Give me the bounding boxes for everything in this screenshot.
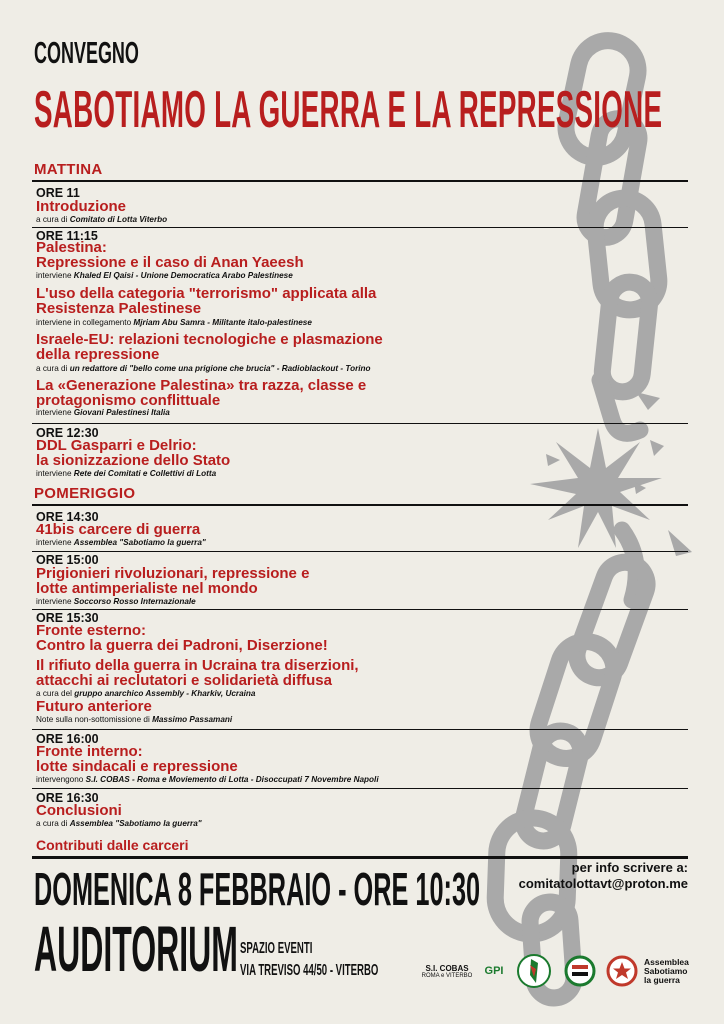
info-label: per info scrivere a:	[571, 860, 688, 875]
kicker: CONVEGNO	[34, 35, 139, 70]
time-label: ORE 15:30	[36, 611, 99, 625]
talk-credit: interviene Giovani Palestinesi Italia	[36, 408, 170, 417]
talk-title: la sionizzazione dello Stato	[36, 452, 231, 469]
talk-title: L'uso della categoria "terrorismo" applicata alla	[36, 285, 377, 302]
talk-title: Introduzione	[36, 198, 126, 215]
venue: AUDITORIUM	[34, 913, 238, 985]
talk-credit: interviene Khaled El Qaisi - Unione Democratica Arabo Palestinese	[36, 271, 293, 280]
talk-title: Repressione e il caso di Anan Yaeesh	[36, 254, 304, 271]
assemblea-logo: Assemblea Sabotiamo la guerra	[644, 956, 689, 985]
time-label: ORE 14:30	[36, 510, 99, 524]
antifa-logo-green	[562, 953, 598, 989]
talk-credit: interviene Assemblea "Sabotiamo la guerra"	[36, 538, 206, 547]
talk-title: Fronte esterno:	[36, 622, 147, 639]
time-label: ORE 16:30	[36, 791, 99, 805]
talk-credit: Note sulla non-sottomissione di Massimo Passamani	[36, 715, 233, 724]
talk-title: protagonismo conflittuale	[36, 392, 221, 409]
talk-credit: a cura del gruppo anarchico Assembly - Kharkiv, Ucraina	[36, 689, 256, 698]
address-line2: VIA TREVISO 44/50 - VITERBO	[240, 962, 379, 979]
talk-title: 41bis carcere di guerra	[36, 521, 201, 538]
talk-credit: a cura di un redattore di "bello come una prigione che brucia" - Radioblackout - Torino	[36, 364, 371, 373]
time-label: ORE 11:15	[36, 229, 98, 243]
section-morning-label: MATTINA	[34, 161, 103, 178]
talk-title: Contro la guerra dei Padroni, Diserzione!	[36, 637, 328, 654]
talk-title: Israele-EU: relazioni tecnologiche e plasmazione	[36, 331, 383, 348]
talk-title: Futuro anteriore	[36, 698, 152, 715]
info-email[interactable]: comitatolottavt@proton.me	[518, 876, 688, 891]
divider	[32, 504, 688, 506]
talk-title: della repressione	[36, 346, 160, 363]
talk-credit: interviene Soccorso Rosso Internazionale	[36, 597, 196, 606]
talk-title: La «Generazione Palestina» tra razza, classe e	[36, 377, 367, 394]
time-label: ORE 15:00	[36, 553, 99, 567]
talk-credit: a cura di Comitato di Lotta Viterbo	[36, 215, 168, 224]
talk-title: Fronte interno:	[36, 743, 143, 760]
divider	[32, 551, 688, 552]
address-line1: SPAZIO EVENTI	[240, 940, 313, 957]
talk-credit: intervengono S.I. COBAS - Roma e Moviemento di Lotta - Disoccupati 7 Novembre Napoli	[36, 775, 379, 784]
talk-title: DDL Gasparri e Delrio:	[36, 437, 197, 454]
divider	[32, 609, 688, 610]
divider	[32, 227, 688, 228]
divider	[32, 729, 688, 730]
talk-credit: interviene in collegamento Mjriam Abu Samra - Militante italo-palestinese	[36, 318, 312, 327]
gpi-logo: GPI	[484, 965, 504, 977]
event-date: DOMENICA 8 FEBBRAIO - ORE 10:30	[34, 863, 481, 915]
divider	[32, 788, 688, 789]
talk-title: Palestina:	[36, 239, 107, 256]
talk-title: Conclusioni	[36, 802, 122, 819]
talk-title: Resistenza Palestinese	[36, 300, 202, 317]
talk-title: Prigionieri rivoluzionari, repressione e	[36, 565, 310, 582]
section-afternoon-label: POMERIGGIO	[34, 485, 136, 502]
talk-title: attacchi ai reclutatori e solidarietà diffusa	[36, 672, 332, 689]
palestine-map-logo	[514, 953, 554, 989]
closing-note: Contributi dalle carceri	[36, 837, 189, 853]
page-title: SABOTIAMO LA GUERRA E LA REPRESSIONE	[34, 81, 663, 139]
time-label: ORE 11	[36, 186, 80, 200]
talk-title: lotte sindacali e repressione	[36, 758, 238, 775]
time-label: ORE 12:30	[36, 426, 99, 440]
divider	[32, 180, 688, 182]
talk-credit: a cura di Assemblea "Sabotiamo la guerra"	[36, 819, 202, 828]
talk-credit: interviene Rete dei Comitati e Collettivi di Lotta	[36, 469, 217, 478]
talk-title: lotte antimperialiste nel mondo	[36, 580, 258, 597]
divider	[32, 423, 688, 424]
red-star-logo	[604, 953, 640, 989]
divider	[32, 856, 688, 859]
time-label: ORE 16:00	[36, 732, 99, 746]
talk-title: Il rifiuto della guerra in Ucraina tra diserzioni,	[36, 657, 359, 674]
sicobas-logo: S.I. COBAS ROMA e VITERBO	[421, 963, 473, 979]
